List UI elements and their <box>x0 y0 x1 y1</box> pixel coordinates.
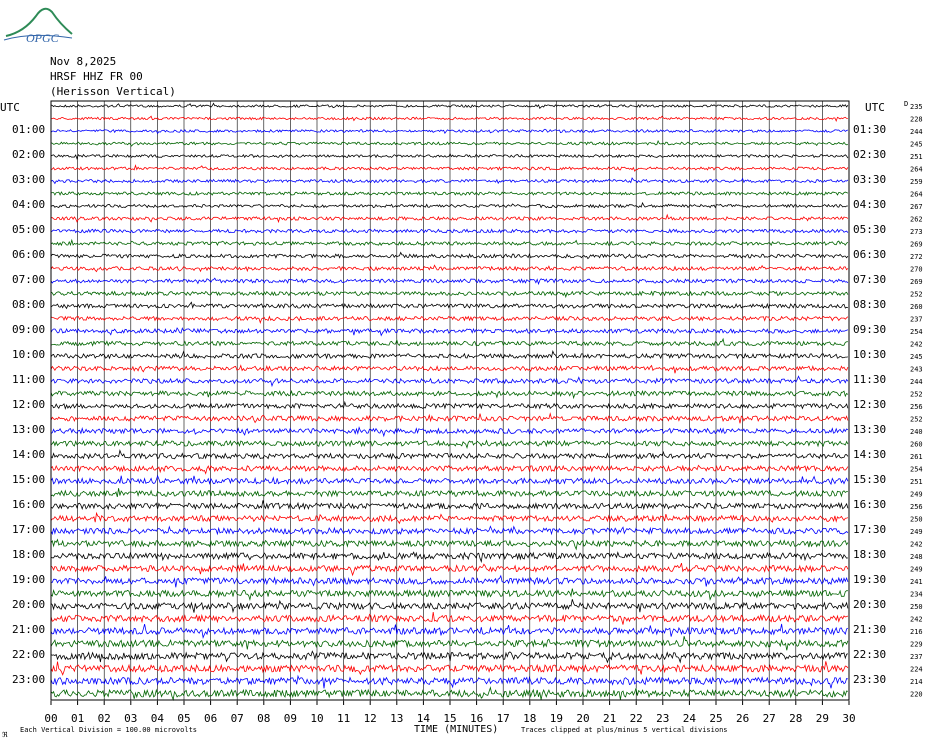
trace-row-17 <box>51 317 848 323</box>
right-hour-label: 03:30 <box>853 173 887 186</box>
right-hour-labels <box>853 123 886 686</box>
clip-note: Traces clipped at plus/minus 5 vertical divisions <box>521 726 728 734</box>
left-hour-label: 16:00 <box>12 498 46 511</box>
scale-note: Each Vertical Division = 100.00 microvolts <box>20 726 198 734</box>
x-tick-label: 20 <box>576 712 590 725</box>
right-hour-label: 11:30 <box>853 373 887 386</box>
x-tick-label: 16 <box>469 712 484 725</box>
left-hour-label: 06:00 <box>12 248 46 261</box>
trace-value: 243 <box>910 365 923 374</box>
right-hour-label: 09:30 <box>853 323 887 336</box>
left-hour-label: 02:00 <box>12 148 46 161</box>
trace-value: 250 <box>910 515 923 524</box>
trace-row-9 <box>51 215 848 222</box>
x-axis-ticks <box>44 701 855 725</box>
logo-text: OPGC <box>26 31 59 45</box>
left-hour-label: 23:00 <box>12 673 46 686</box>
left-hour-label: 11:00 <box>12 373 46 386</box>
x-tick-label: 21 <box>602 712 617 725</box>
trace-row-11 <box>51 240 848 245</box>
left-hour-label: 21:00 <box>12 623 46 636</box>
trace-row-38 <box>51 576 848 588</box>
trace-row-0 <box>51 103 848 108</box>
station-code: HRSF HHZ FR 00 <box>50 70 143 83</box>
trace-value: 244 <box>910 128 923 136</box>
left-hour-label: 04:00 <box>12 198 46 211</box>
trace-value: 229 <box>910 640 923 649</box>
trace-value: 228 <box>910 115 923 124</box>
trace-value: 249 <box>910 490 923 499</box>
trace-value: 272 <box>910 253 923 261</box>
trace-value: 273 <box>910 228 923 236</box>
trace-row-19 <box>51 339 848 346</box>
trace-value: 256 <box>910 403 923 411</box>
trace-row-26 <box>51 428 848 436</box>
left-hour-label: 15:00 <box>12 473 46 486</box>
trace-value: 259 <box>910 178 923 186</box>
right-hour-label: 02:30 <box>853 148 887 161</box>
right-hour-label: 06:30 <box>853 248 887 261</box>
right-hour-label: 23:30 <box>853 673 887 686</box>
trace-value: 269 <box>910 278 923 286</box>
left-hour-labels <box>12 123 45 686</box>
x-tick-label: 10 <box>310 712 324 725</box>
trace-value: 267 <box>910 203 923 211</box>
trace-row-16 <box>51 302 848 308</box>
trace-row-36 <box>51 552 848 562</box>
left-hour-label: 01:00 <box>12 123 46 136</box>
right-hour-label: 12:30 <box>853 398 887 411</box>
trace-value: 252 <box>910 390 923 399</box>
trace-row-23 <box>51 391 848 398</box>
trace-row-46 <box>51 676 848 688</box>
trace-row-14 <box>51 278 848 284</box>
trace-row-2 <box>51 129 848 133</box>
left-hour-label: 03:00 <box>12 173 46 186</box>
left-hour-label: 14:00 <box>12 448 46 461</box>
trace-row-31 <box>51 488 848 497</box>
trace-value: 251 <box>910 153 923 161</box>
x-tick-label: 22 <box>629 712 643 725</box>
trace-value: 237 <box>910 315 923 324</box>
right-hour-label: 04:30 <box>853 198 887 211</box>
record-date: Nov 8,2025 <box>50 55 117 68</box>
x-tick-label: 26 <box>735 712 750 725</box>
right-hour-label: 18:30 <box>853 548 887 561</box>
trace-row-8 <box>51 203 848 208</box>
x-tick-label: 05 <box>177 712 191 725</box>
left-hour-label: 17:00 <box>12 523 46 536</box>
trace-row-5 <box>51 166 848 172</box>
trace-value: 216 <box>910 628 923 636</box>
left-hour-label: 13:00 <box>12 423 46 436</box>
trace-value: 241 <box>910 578 923 586</box>
trace-row-30 <box>51 476 848 484</box>
left-hour-label: 19:00 <box>12 573 46 586</box>
right-hour-label: 01:30 <box>853 123 887 136</box>
x-tick-label: 25 <box>709 712 723 725</box>
trace-row-32 <box>51 500 848 508</box>
left-hour-label: 10:00 <box>12 348 46 361</box>
trace-value: 260 <box>910 440 923 449</box>
x-tick-label: 02 <box>97 712 111 725</box>
trace-row-22 <box>51 376 848 386</box>
trace-value: 252 <box>910 290 923 299</box>
trace-row-6 <box>51 178 848 184</box>
trace-row-21 <box>51 366 848 374</box>
trace-row-25 <box>51 414 848 424</box>
x-tick-label: 12 <box>363 712 377 725</box>
trace-row-12 <box>51 253 848 259</box>
trace-value: 260 <box>910 303 923 311</box>
trace-row-37 <box>51 563 848 575</box>
trace-value: 252 <box>910 415 923 424</box>
trace-row-44 <box>51 651 848 662</box>
right-hour-label: 07:30 <box>853 273 887 286</box>
x-tick-label: 14 <box>416 712 431 725</box>
trace-value: 251 <box>910 478 923 486</box>
trace-value: 242 <box>910 615 923 624</box>
x-tick-label: 28 <box>789 712 803 725</box>
right-hour-label: 10:30 <box>853 348 887 361</box>
trace-row-40 <box>51 599 848 612</box>
trace-row-41 <box>51 612 848 625</box>
trace-value: 249 <box>910 565 923 574</box>
trace-row-7 <box>51 192 848 195</box>
trace-value: 248 <box>910 553 923 561</box>
trace-row-10 <box>51 229 848 233</box>
trace-value: 242 <box>910 540 923 549</box>
trace-value: 261 <box>910 453 923 461</box>
left-hour-label: 22:00 <box>12 648 46 661</box>
trace-value: 250 <box>910 603 923 611</box>
x-axis-title: TIME (MINUTES) <box>414 724 499 735</box>
trace-row-1 <box>51 116 848 121</box>
trace-value: 240 <box>910 428 923 436</box>
trace-value: 254 <box>910 328 923 336</box>
trace-value: 244 <box>910 378 923 386</box>
x-tick-label: 29 <box>815 712 830 725</box>
trace-value: 269 <box>910 240 923 249</box>
trace-values <box>910 103 923 699</box>
right-hour-label: 22:30 <box>853 648 887 661</box>
right-hour-label: 21:30 <box>853 623 887 636</box>
trace-row-35 <box>51 540 848 549</box>
right-hour-label: 16:30 <box>853 498 887 511</box>
trace-value: 235 <box>910 103 923 111</box>
x-tick-label: 30 <box>842 712 856 725</box>
trace-row-15 <box>51 292 848 297</box>
left-hour-label: 09:00 <box>12 323 46 336</box>
x-tick-label: 01 <box>70 712 85 725</box>
x-tick-label: 15 <box>443 712 457 725</box>
x-tick-label: 00 <box>44 712 58 725</box>
x-tick-label: 18 <box>523 712 537 725</box>
trace-value: 245 <box>910 140 923 149</box>
x-tick-label: 09 <box>283 712 298 725</box>
left-axis-title: UTC <box>0 101 20 114</box>
right-hour-label: 08:30 <box>853 298 887 311</box>
seismic-traces <box>51 103 848 699</box>
trace-value: 270 <box>910 265 923 274</box>
trace-row-39 <box>51 589 848 600</box>
trace-value: 254 <box>910 465 923 474</box>
trace-value: 220 <box>910 690 923 699</box>
left-hour-label: 18:00 <box>12 548 46 561</box>
right-hour-label: 15:30 <box>853 473 887 486</box>
left-hour-label: 08:00 <box>12 298 46 311</box>
corner-mark: ℜ <box>2 731 8 739</box>
right-hour-label: 14:30 <box>853 448 887 461</box>
trace-value: 264 <box>910 165 923 174</box>
x-tick-label: 11 <box>336 712 351 725</box>
trace-row-33 <box>51 513 848 523</box>
left-hour-label: 12:00 <box>12 398 46 411</box>
station-name: (Herisson Vertical) <box>50 85 176 98</box>
right-hour-label: 17:30 <box>853 523 887 536</box>
time-grid <box>51 101 849 701</box>
trace-row-45 <box>51 661 848 675</box>
trace-row-47 <box>51 688 848 700</box>
x-tick-label: 06 <box>203 712 218 725</box>
trace-row-18 <box>51 328 848 335</box>
trace-row-29 <box>51 465 848 473</box>
trace-row-27 <box>51 441 848 448</box>
trace-value: 245 <box>910 353 923 361</box>
trace-row-24 <box>51 402 848 409</box>
trace-row-42 <box>51 624 848 638</box>
trace-value: 256 <box>910 503 923 511</box>
right-hour-label: 19:30 <box>853 573 887 586</box>
trace-row-20 <box>51 351 848 358</box>
x-tick-label: 17 <box>496 712 510 725</box>
right-hour-label: 20:30 <box>853 598 887 611</box>
right-hour-label: 05:30 <box>853 223 887 236</box>
trace-row-3 <box>51 141 848 146</box>
x-tick-label: 13 <box>390 712 404 725</box>
x-tick-label: 04 <box>150 712 165 725</box>
x-tick-label: 08 <box>257 712 271 725</box>
x-tick-label: 24 <box>682 712 697 725</box>
trace-row-28 <box>51 451 848 459</box>
left-hour-label: 07:00 <box>12 273 46 286</box>
trace-row-43 <box>51 636 848 650</box>
trace-value: 264 <box>910 190 923 199</box>
trace-value: 214 <box>910 678 923 686</box>
x-tick-label: 23 <box>656 712 670 725</box>
trace-value: 262 <box>910 215 923 224</box>
trace-row-34 <box>51 526 848 534</box>
x-tick-label: 03 <box>124 712 138 725</box>
trace-value: 249 <box>910 528 923 536</box>
right-hour-label: 13:30 <box>853 423 887 436</box>
trace-value: 234 <box>910 590 923 599</box>
x-tick-label: 27 <box>762 712 776 725</box>
left-hour-label: 20:00 <box>12 598 46 611</box>
right-edge-label: D <box>904 100 909 108</box>
trace-row-4 <box>51 154 848 159</box>
x-tick-label: 07 <box>230 712 244 725</box>
trace-value: 237 <box>910 653 923 661</box>
left-hour-label: 05:00 <box>12 223 46 236</box>
x-tick-label: 19 <box>549 712 564 725</box>
trace-value: 242 <box>910 340 923 349</box>
trace-row-13 <box>51 265 848 271</box>
right-axis-title: UTC <box>865 101 885 114</box>
trace-value: 224 <box>910 665 923 674</box>
